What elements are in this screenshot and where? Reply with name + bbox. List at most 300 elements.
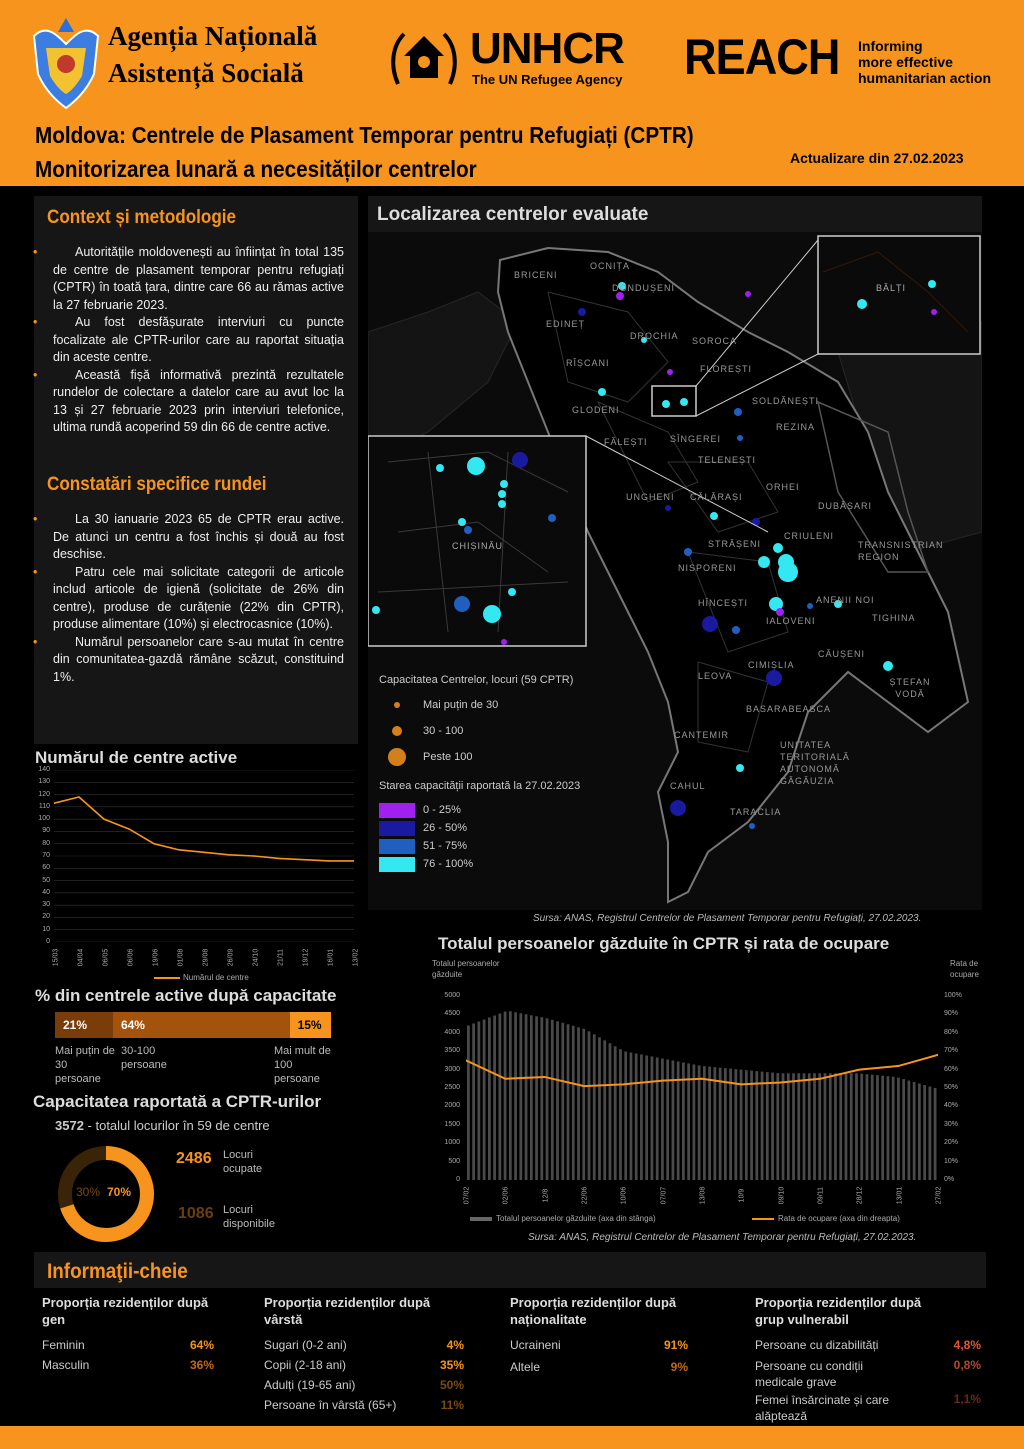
x-tick-label: 09/11 bbox=[817, 1187, 825, 1204]
reach-tagline bbox=[858, 38, 991, 86]
row-value: 50% bbox=[439, 1378, 464, 1392]
hosted-bar bbox=[645, 1056, 648, 1180]
key-age bbox=[264, 1294, 484, 1418]
region-label: TIGHINA bbox=[872, 613, 916, 623]
capacity-title: Capacitatea raportată a CPTR-urilor bbox=[33, 1092, 322, 1111]
legend-status-title: Starea capacității raportată la 27.02.2023 bbox=[379, 780, 581, 792]
data-point bbox=[278, 858, 280, 860]
capacity-segment: 64% bbox=[113, 1012, 290, 1038]
y-tick-label: 20 bbox=[42, 913, 50, 921]
row-label: Persoane cu dizabilități bbox=[755, 1338, 879, 1352]
region-label: DONDUȘENI bbox=[612, 283, 676, 293]
hosted-bar bbox=[588, 1031, 591, 1180]
hosted-bar bbox=[839, 1073, 842, 1180]
y-tick-label: 80 bbox=[42, 839, 50, 847]
row-value: 11% bbox=[440, 1398, 464, 1412]
region-label: CAHUL bbox=[670, 781, 706, 791]
left-tick-label: 3500 bbox=[444, 1047, 460, 1055]
hosted-bar bbox=[603, 1040, 606, 1180]
hosted-bar bbox=[609, 1043, 612, 1180]
hosted-chart-title: Totalul persoanelor găzduite în CPTR și rata de ocupare bbox=[438, 934, 890, 953]
hosted-bar bbox=[761, 1072, 764, 1180]
hosted-bar bbox=[913, 1082, 916, 1180]
region-label: DROCHIA bbox=[630, 331, 679, 341]
right-tick-label: 40% bbox=[944, 1102, 959, 1110]
hosted-bar bbox=[902, 1079, 905, 1180]
page-title: Moldova: Centrele de Plasament Temporar pentru Refugiați (CPTR) bbox=[35, 122, 694, 148]
row-value: 35% bbox=[439, 1358, 464, 1372]
row-value: 36% bbox=[189, 1358, 214, 1372]
hosted-bar bbox=[918, 1084, 921, 1180]
hosted-bar bbox=[519, 1013, 522, 1180]
header bbox=[0, 0, 1024, 186]
x-tick-label: 27/02 bbox=[935, 1186, 943, 1205]
region-label: SÎNGEREI bbox=[670, 434, 722, 444]
hosted-chart bbox=[430, 990, 990, 1230]
y-tick-label: 50 bbox=[42, 876, 50, 884]
data-point bbox=[858, 1069, 860, 1071]
occupied-label: Locuri ocupate bbox=[223, 1149, 263, 1175]
hosted-bar bbox=[881, 1076, 884, 1180]
region-label: CĂLĂRAȘI bbox=[690, 492, 743, 502]
legend-label: Rata de ocupare (axa din dreapta) bbox=[778, 1214, 900, 1223]
hosted-bar bbox=[535, 1016, 538, 1180]
hosted-bar bbox=[745, 1070, 748, 1180]
right-tick-label: 50% bbox=[944, 1084, 959, 1091]
hosted-bar bbox=[472, 1023, 475, 1180]
region-label: TELENEȘTI bbox=[698, 455, 757, 465]
region-label: DUBĂSARI bbox=[818, 501, 873, 511]
y-tick-label: 60 bbox=[42, 864, 50, 872]
hosted-bar bbox=[467, 1025, 470, 1180]
total-value: 3572 bbox=[55, 1118, 84, 1133]
legend-label: 51 - 75% bbox=[423, 840, 468, 852]
unhcr-wordmark: UNHCR bbox=[470, 24, 624, 73]
right-tick-label: 20% bbox=[944, 1139, 959, 1147]
page-subtitle: Monitorizarea lunară a necesităților centrelor bbox=[35, 156, 477, 182]
hosted-bar bbox=[477, 1021, 480, 1180]
hosted-bar bbox=[929, 1087, 932, 1180]
data-point bbox=[128, 828, 130, 830]
hosted-bar bbox=[860, 1074, 863, 1180]
list-item bbox=[264, 1338, 464, 1358]
region-label: CANTEMIR bbox=[674, 730, 729, 740]
x-tick-label: 07/07 bbox=[660, 1186, 668, 1205]
row-value: 91% bbox=[663, 1338, 688, 1352]
region-label: ORHEI bbox=[766, 482, 800, 492]
row-label: Copii (2-18 ani) bbox=[264, 1358, 347, 1372]
legend-label: Totalul persoanelor găzduite (axa din stânga) bbox=[496, 1214, 656, 1223]
total-text: - totalul locurilor în 59 de centre bbox=[83, 1118, 270, 1133]
swatch-icon bbox=[379, 821, 415, 836]
right-tick-label: 80% bbox=[944, 1028, 959, 1036]
unhcr-logo-icon bbox=[388, 26, 460, 90]
hosted-bar bbox=[719, 1068, 722, 1180]
x-tick-label: 28/12 bbox=[856, 1186, 864, 1205]
hosted-bar bbox=[934, 1088, 937, 1180]
hosted-bar bbox=[734, 1069, 737, 1180]
hosted-bar bbox=[561, 1023, 564, 1180]
legend-label: Mai puțin de 30 bbox=[423, 699, 499, 711]
reach-tag-line: more effective bbox=[858, 54, 953, 70]
right-tick-label: 60% bbox=[944, 1065, 959, 1073]
reach-wordmark: REACH bbox=[684, 29, 840, 85]
hosted-bar bbox=[698, 1065, 701, 1180]
data-point bbox=[898, 1065, 900, 1067]
data-point bbox=[328, 860, 330, 862]
y-tick-label: 100 bbox=[38, 815, 50, 823]
hosted-bar bbox=[792, 1073, 795, 1180]
hosted-bar bbox=[876, 1075, 879, 1180]
hosted-bar bbox=[624, 1052, 627, 1180]
hosted-combo-chart bbox=[466, 996, 938, 1180]
capacity-total bbox=[55, 1118, 270, 1133]
region-label: UNGHENI bbox=[626, 492, 675, 502]
hosted-bar bbox=[661, 1058, 664, 1180]
right-tick-label: 0% bbox=[944, 1176, 955, 1183]
capacity-seg-label: Mai puțin de 30 persoane bbox=[55, 1045, 115, 1085]
update-date: Actualizare din 27.02.2023 bbox=[790, 150, 964, 166]
capacity-seg-label: Mai mult de 100 persoane bbox=[274, 1045, 331, 1085]
capacity-segment: 21% bbox=[55, 1012, 113, 1038]
hosted-bar bbox=[556, 1021, 559, 1180]
data-point bbox=[583, 1085, 585, 1087]
hosted-source: Sursa: ANAS, Registrul Centrelor de Plasament Temporar pentru Refugiați, 27.02.2023. bbox=[528, 1232, 917, 1243]
hosted-bar bbox=[713, 1067, 716, 1180]
available-label: Locuri disponibile bbox=[223, 1204, 275, 1230]
available-value: 1086 bbox=[178, 1205, 214, 1222]
hosted-bar bbox=[656, 1057, 659, 1180]
row-label: Feminin bbox=[42, 1338, 85, 1352]
x-tick-label: 26/09 bbox=[227, 948, 235, 967]
region-label: STRĂȘENI bbox=[708, 539, 762, 549]
footer-bar bbox=[0, 1426, 1024, 1449]
list-item: • Această fișă informativă prezintă rezultatele rundelor de colectare a datelor care au avut loc la 13 și 27 februarie 2023 prin interviuri telefonice, ultima rundă acoperind 59 din 66 de centre active. bbox=[53, 367, 344, 437]
hosted-bar bbox=[818, 1073, 821, 1180]
hosted-bar bbox=[525, 1014, 528, 1180]
hosted-legend-line bbox=[752, 1214, 900, 1223]
hosted-bar bbox=[651, 1056, 654, 1180]
donut-occupied-pct: 70% bbox=[107, 1185, 132, 1199]
data-point bbox=[662, 1080, 664, 1082]
hosted-bar bbox=[593, 1034, 596, 1180]
key-gender bbox=[42, 1294, 242, 1378]
key-info-heading: Informaţii-cheie bbox=[47, 1260, 188, 1283]
row-label: Sugari (0-2 ani) bbox=[264, 1338, 347, 1352]
y-tick-label: 30 bbox=[42, 901, 50, 909]
y-tick-label: 110 bbox=[38, 802, 50, 810]
inset-chisinau-label: CHIȘINĂU bbox=[452, 541, 504, 551]
hosted-bar bbox=[488, 1018, 491, 1180]
findings-heading: Constatări specifice rundei bbox=[47, 474, 267, 495]
right-tick-label: 10% bbox=[944, 1157, 959, 1165]
donut-available-pct: 30% bbox=[76, 1185, 101, 1199]
y-tick-label: 120 bbox=[38, 790, 50, 798]
hosted-bar bbox=[687, 1063, 690, 1180]
data-point bbox=[153, 843, 155, 845]
active-line-chart bbox=[54, 770, 354, 942]
data-point bbox=[622, 1083, 624, 1085]
x-tick-label: 13/08 bbox=[699, 1186, 707, 1205]
hosted-bar bbox=[740, 1070, 743, 1180]
swatch-icon bbox=[379, 857, 415, 872]
data-point bbox=[253, 855, 255, 857]
list-item bbox=[510, 1338, 688, 1360]
findings-list bbox=[53, 511, 344, 686]
x-tick-label: 19/06 bbox=[152, 948, 160, 967]
x-tick-label: 07/02 bbox=[463, 1186, 471, 1205]
hosted-bar bbox=[766, 1072, 769, 1180]
row-label: Femei însărcinate și care alăptează bbox=[755, 1393, 890, 1423]
list-item bbox=[42, 1358, 214, 1378]
list-item bbox=[510, 1360, 688, 1382]
active-chart-title: Numărul de centre active bbox=[35, 748, 238, 767]
x-tick-label: 01/08 bbox=[177, 948, 185, 967]
data-point bbox=[203, 852, 205, 854]
region-label: LEOVA bbox=[698, 671, 733, 681]
context-heading: Context și metodologie bbox=[47, 207, 237, 228]
hosted-bar bbox=[630, 1053, 633, 1180]
y-tick-label: 130 bbox=[38, 778, 50, 786]
hosted-bar bbox=[771, 1073, 774, 1180]
hosted-bar bbox=[782, 1073, 785, 1180]
list-item bbox=[42, 1338, 214, 1358]
hosted-bar bbox=[755, 1071, 758, 1180]
left-tick-label: 500 bbox=[448, 1157, 460, 1165]
row-label: Masculin bbox=[42, 1358, 90, 1372]
legend-status-item bbox=[379, 837, 473, 855]
y-tick-label: 90 bbox=[42, 827, 50, 835]
key-nationality bbox=[510, 1294, 710, 1382]
hosted-bar bbox=[824, 1073, 827, 1180]
region-label: FLOREȘTI bbox=[700, 364, 753, 374]
reach-tag-line: humanitarian action bbox=[858, 70, 992, 86]
line-swatch-icon bbox=[752, 1218, 774, 1220]
large-circle-icon bbox=[388, 748, 406, 766]
legend-status-list bbox=[379, 801, 473, 873]
row-label: Adulți (19-65 ani) bbox=[264, 1378, 356, 1392]
hosted-bar bbox=[708, 1067, 711, 1180]
hosted-legend-bars bbox=[470, 1214, 656, 1223]
x-tick-label: 06/06 bbox=[127, 948, 135, 967]
hosted-bar bbox=[666, 1059, 669, 1180]
capacity-donut-chart bbox=[56, 1144, 156, 1244]
left-tick-label: 1000 bbox=[444, 1139, 460, 1147]
hosted-bar bbox=[829, 1073, 832, 1180]
right-tick-label: 90% bbox=[944, 1010, 959, 1018]
hosted-bar bbox=[619, 1049, 622, 1180]
x-tick-label: 21/11 bbox=[277, 949, 285, 966]
row-label: Ucraineni bbox=[510, 1338, 561, 1352]
region-label: RÎȘCANI bbox=[566, 358, 610, 368]
x-tick-label: 29/08 bbox=[202, 948, 210, 967]
region-label: TARACLIA bbox=[730, 807, 782, 817]
right-axis-label: Rata de ocupare bbox=[950, 959, 979, 979]
hosted-bar bbox=[577, 1027, 580, 1180]
list-item bbox=[755, 1358, 981, 1392]
legend-label: 26 - 50% bbox=[423, 822, 468, 834]
inset-balti-label: BĂLȚI bbox=[876, 283, 907, 293]
capacity-stacked-bar bbox=[55, 1012, 331, 1038]
left-tick-label: 4000 bbox=[444, 1028, 460, 1036]
row-label: Persoane cu condiții medicale grave bbox=[755, 1359, 864, 1389]
list-item: • Autoritățile moldovenești au înființat în total 135 de centre de plasament temporar pentru refugiați (CPTR) în toată țara, dintre care 66 au rămas active la 27 februarie 2023. bbox=[53, 244, 344, 314]
hosted-bar bbox=[850, 1073, 853, 1180]
left-tick-label: 0 bbox=[456, 1176, 460, 1183]
list-item bbox=[264, 1398, 464, 1418]
legend-status-item bbox=[379, 801, 473, 819]
list-item: • La 30 ianuarie 2023 65 de CPTR erau active. De atunci un centru a fost închis și două au fost deschise. bbox=[53, 511, 344, 564]
hosted-bar bbox=[724, 1068, 727, 1180]
region-label: ȘTEFAN VODĂ bbox=[889, 677, 931, 699]
list-item: • Numărul persoanelor care s-au mutat în centre din comunitatea-gazdă rămâne scăzut, constituind 1%. bbox=[53, 634, 344, 687]
row-value: 64% bbox=[189, 1338, 214, 1352]
data-point bbox=[819, 1078, 821, 1080]
capacity-seg-label: 30-100 persoane bbox=[121, 1045, 167, 1071]
legend-label: Numărul de centre bbox=[183, 973, 249, 982]
legend-capacity-title: Capacitatea Centrelor, locuri (59 CPTR) bbox=[379, 674, 574, 686]
region-label: BASARABEASCA bbox=[746, 704, 832, 714]
context-list bbox=[53, 244, 344, 437]
data-point bbox=[504, 1078, 506, 1080]
y-tick-label: 140 bbox=[38, 766, 50, 773]
row-value: 4,8% bbox=[953, 1338, 981, 1352]
hosted-bar bbox=[813, 1073, 816, 1180]
list-item bbox=[755, 1392, 981, 1426]
hosted-bar bbox=[582, 1029, 585, 1180]
region-label: UNITATEA TERITORIALĂ AUTONOMĂ GĂGĂUZIA bbox=[780, 740, 850, 786]
hosted-bar bbox=[640, 1055, 643, 1180]
hosted-bar bbox=[750, 1071, 753, 1180]
hosted-bar bbox=[897, 1078, 900, 1180]
x-tick-label: 13/01 bbox=[896, 1186, 904, 1205]
data-point bbox=[228, 854, 230, 856]
map-heading: Localizarea centrelor evaluate bbox=[377, 204, 649, 225]
row-value: 1,1% bbox=[953, 1392, 981, 1406]
row-label: Altele bbox=[510, 1360, 541, 1374]
hosted-bar bbox=[787, 1073, 790, 1180]
hosted-bar bbox=[493, 1016, 496, 1180]
capacity-dist-title: % din centrele active după capacitate bbox=[35, 986, 337, 1005]
region-label: REZINA bbox=[776, 422, 816, 432]
legend-status-item bbox=[379, 855, 473, 873]
region-label: CĂUȘENI bbox=[818, 649, 866, 659]
region-label: OCNIȚA bbox=[590, 261, 631, 271]
hosted-bar bbox=[509, 1011, 512, 1180]
left-tick-label: 2500 bbox=[444, 1084, 460, 1091]
hosted-bar bbox=[908, 1081, 911, 1180]
x-tick-label: 22/06 bbox=[581, 1186, 589, 1205]
region-label: CIMIȘLIA bbox=[748, 660, 795, 670]
row-value: 4% bbox=[446, 1338, 464, 1352]
key-section-title: Proporția rezidenților după gen bbox=[42, 1295, 209, 1327]
active-chart bbox=[34, 766, 360, 990]
y-tick-label: 70 bbox=[42, 852, 50, 859]
swatch-icon bbox=[379, 803, 415, 818]
data-point bbox=[544, 1076, 546, 1078]
x-tick-label: 12/8 bbox=[542, 1188, 550, 1203]
hosted-bar bbox=[729, 1069, 732, 1180]
x-tick-label: 13/02 bbox=[352, 948, 360, 967]
hosted-bar bbox=[887, 1076, 890, 1180]
hosted-bar bbox=[514, 1012, 517, 1180]
list-item bbox=[755, 1338, 981, 1358]
hosted-bar bbox=[797, 1073, 800, 1180]
list-item bbox=[264, 1378, 464, 1398]
active-legend bbox=[154, 973, 249, 982]
line-swatch-icon bbox=[154, 977, 180, 979]
row-value: 0,8% bbox=[953, 1358, 981, 1372]
data-point bbox=[103, 818, 105, 820]
region-label: IALOVENI bbox=[766, 616, 816, 626]
row-value: 9% bbox=[670, 1360, 688, 1374]
left-tick-label: 1500 bbox=[444, 1120, 460, 1128]
region-label: SOROCA bbox=[692, 336, 738, 346]
x-tick-label: 06/05 bbox=[102, 948, 110, 967]
hosted-bar bbox=[572, 1026, 575, 1180]
data-point bbox=[740, 1083, 742, 1085]
hosted-bar bbox=[498, 1014, 501, 1180]
hosted-bar bbox=[672, 1060, 675, 1180]
x-tick-label: 02/06 bbox=[502, 1186, 510, 1205]
key-section-title: Proporția rezidenților după grup vulnerabil bbox=[755, 1295, 922, 1327]
data-point bbox=[701, 1078, 703, 1080]
right-tick-label: 100% bbox=[944, 992, 962, 999]
key-vulnerable bbox=[755, 1294, 985, 1426]
hosted-bar bbox=[803, 1073, 806, 1180]
region-label: HÎNCEȘTI bbox=[698, 598, 749, 608]
x-tick-label: 10/06 bbox=[620, 1186, 628, 1205]
left-tick-label: 5000 bbox=[444, 992, 460, 999]
org-name-line1: Agenția Națională bbox=[108, 21, 318, 51]
x-tick-label: 19/12 bbox=[302, 948, 310, 967]
hosted-bar bbox=[551, 1020, 554, 1180]
hosted-bar bbox=[540, 1017, 543, 1180]
legend-status-item bbox=[379, 819, 473, 837]
region-label: GLODENI bbox=[572, 405, 620, 415]
small-circle-icon bbox=[394, 702, 400, 708]
list-item: • Patru cele mai solicitate categorii de articole includ articole de igienă (solicitate de 26% din centre), produse de curățenie (22% din CPTR), produse alimentare (10%) și electrocasnice (10%). bbox=[53, 564, 344, 634]
right-tick-label: 70% bbox=[944, 1047, 959, 1055]
hosted-bar bbox=[567, 1024, 570, 1180]
region-label: TRANSNISTRIAN REGION bbox=[858, 540, 944, 562]
hosted-bar bbox=[530, 1015, 533, 1180]
left-tick-label: 3000 bbox=[444, 1065, 460, 1073]
capacity-segment: 15% bbox=[290, 1012, 331, 1038]
legend-label: Peste 100 bbox=[423, 751, 473, 763]
hosted-bar bbox=[635, 1054, 638, 1180]
legend-label: 30 - 100 bbox=[423, 725, 464, 737]
swatch-icon bbox=[379, 839, 415, 854]
region-label: EDINEȚ bbox=[546, 319, 586, 329]
x-tick-label: 24/10 bbox=[252, 948, 260, 967]
list-item: • Au fost desfășurate interviuri cu puncte focalizate ale CPTR-urilor care au raportat situația din aceste centre. bbox=[53, 314, 344, 367]
org-name-line2: Asistență Socială bbox=[108, 58, 304, 88]
hosted-bar bbox=[776, 1073, 779, 1180]
region-label: CRIULENI bbox=[784, 531, 835, 541]
legend-label: 0 - 25% bbox=[423, 804, 461, 816]
hosted-bar bbox=[923, 1085, 926, 1180]
right-tick-label: 30% bbox=[944, 1120, 959, 1128]
hosted-bar bbox=[504, 1012, 507, 1180]
bar-swatch-icon bbox=[470, 1217, 492, 1221]
x-tick-label: 15/03 bbox=[52, 948, 60, 967]
left-tick-label: 2000 bbox=[444, 1102, 460, 1110]
row-label: Persoane în vârstă (65+) bbox=[264, 1398, 397, 1412]
region-label: FĂLEȘTI bbox=[604, 437, 648, 447]
hosted-bar bbox=[855, 1073, 858, 1180]
x-tick-label: 10/9 bbox=[738, 1188, 746, 1203]
